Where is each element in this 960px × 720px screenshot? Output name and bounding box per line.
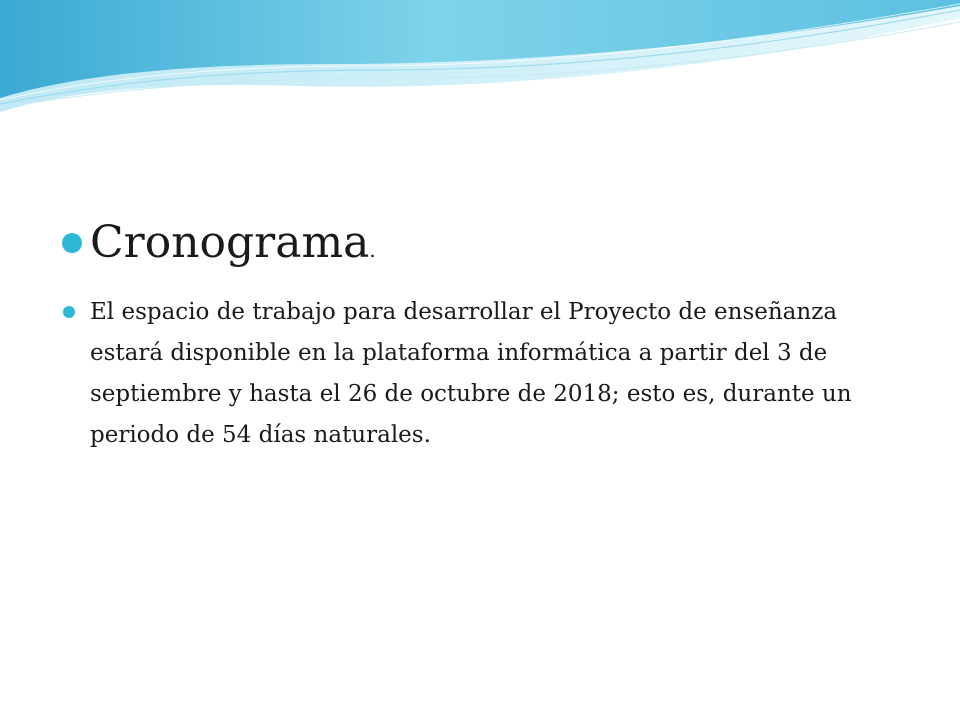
body-paragraph: El espacio de trabajo para desarrollar el Proyecto de enseñanza estará disponible en la plataforma informática a partir del 3 de septiembre y hasta el 26 de octubre de 2018; esto es, durante un periodo de 54 días naturales. bbox=[90, 299, 852, 448]
bullet-icon bbox=[63, 306, 75, 318]
body-bullet-item bbox=[60, 292, 880, 456]
title-bullet-item bbox=[60, 208, 880, 278]
slide-title: Cronograma bbox=[90, 217, 370, 268]
bullet-icon bbox=[62, 233, 82, 253]
slide-title-period: . bbox=[369, 238, 376, 262]
wave-header-decoration bbox=[0, 0, 960, 120]
slide-content bbox=[60, 208, 880, 456]
